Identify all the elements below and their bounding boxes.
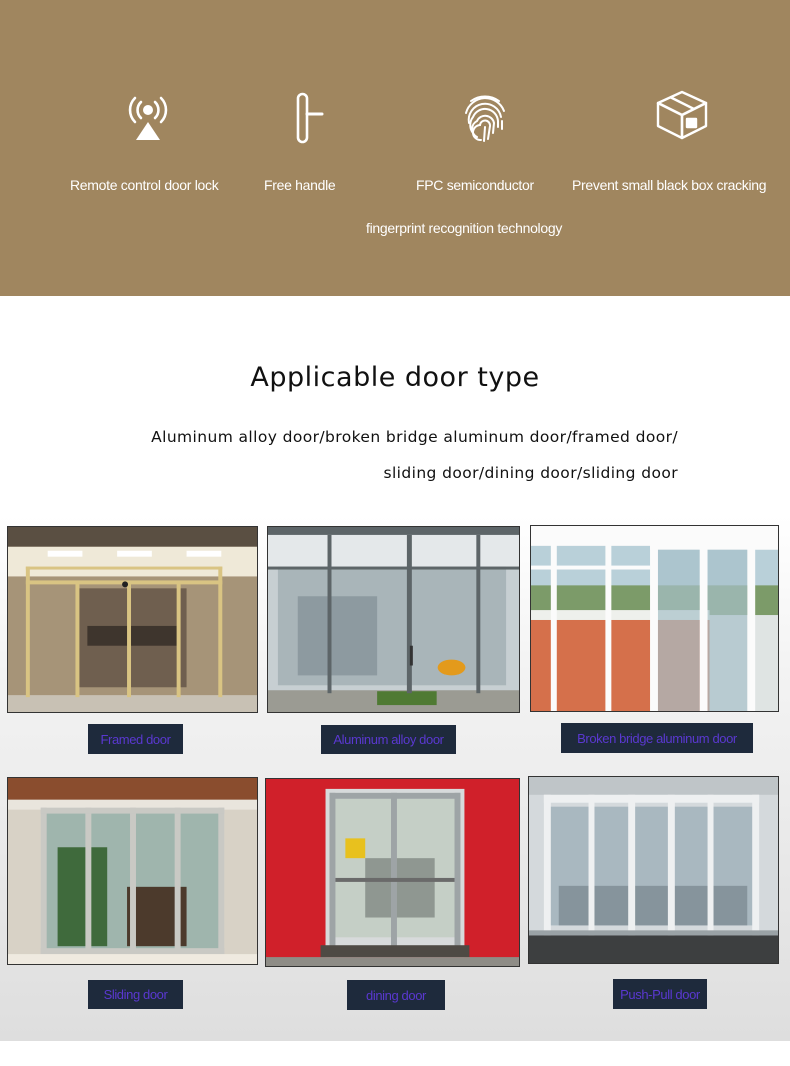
push-pull-door-photo <box>528 776 779 964</box>
feature-label-blackbox: Prevent small black box cracking <box>572 177 767 193</box>
caption-broken-bridge-door: Broken bridge aluminum door <box>561 723 753 753</box>
door-types-line-2: sliding door/dining door/sliding door <box>383 464 678 482</box>
caption-aluminum-alloy-door: Aluminum alloy door <box>321 725 456 754</box>
sliding-door-photo <box>7 777 258 965</box>
caption-push-pull-door: Push-Pull door <box>613 979 707 1009</box>
black-box-icon <box>654 89 710 141</box>
dining-door-photo <box>265 778 520 967</box>
aluminum-alloy-door-photo <box>267 526 520 713</box>
feature-label-fingerprint-line2: fingerprint recognition technology <box>366 220 563 236</box>
remote-signal-icon <box>124 94 172 142</box>
feature-label-fingerprint: FPC semiconductor <box>416 177 534 193</box>
framed-door-photo <box>7 526 258 713</box>
caption-sliding-door: Sliding door <box>88 980 183 1009</box>
broken-bridge-door-photo <box>530 525 779 712</box>
fingerprint-icon <box>459 93 511 145</box>
feature-label-handle: Free handle <box>264 177 336 193</box>
caption-framed-door: Framed door <box>88 724 183 754</box>
caption-dining-door: dining door <box>347 980 445 1010</box>
features-banner <box>0 0 790 296</box>
door-types-line-1: Aluminum alloy door/broken bridge aluminum door/framed door/ <box>151 428 678 446</box>
section-title: Applicable door type <box>250 362 540 393</box>
door-handle-icon <box>292 92 326 144</box>
feature-label-remote: Remote control door lock <box>70 177 219 193</box>
